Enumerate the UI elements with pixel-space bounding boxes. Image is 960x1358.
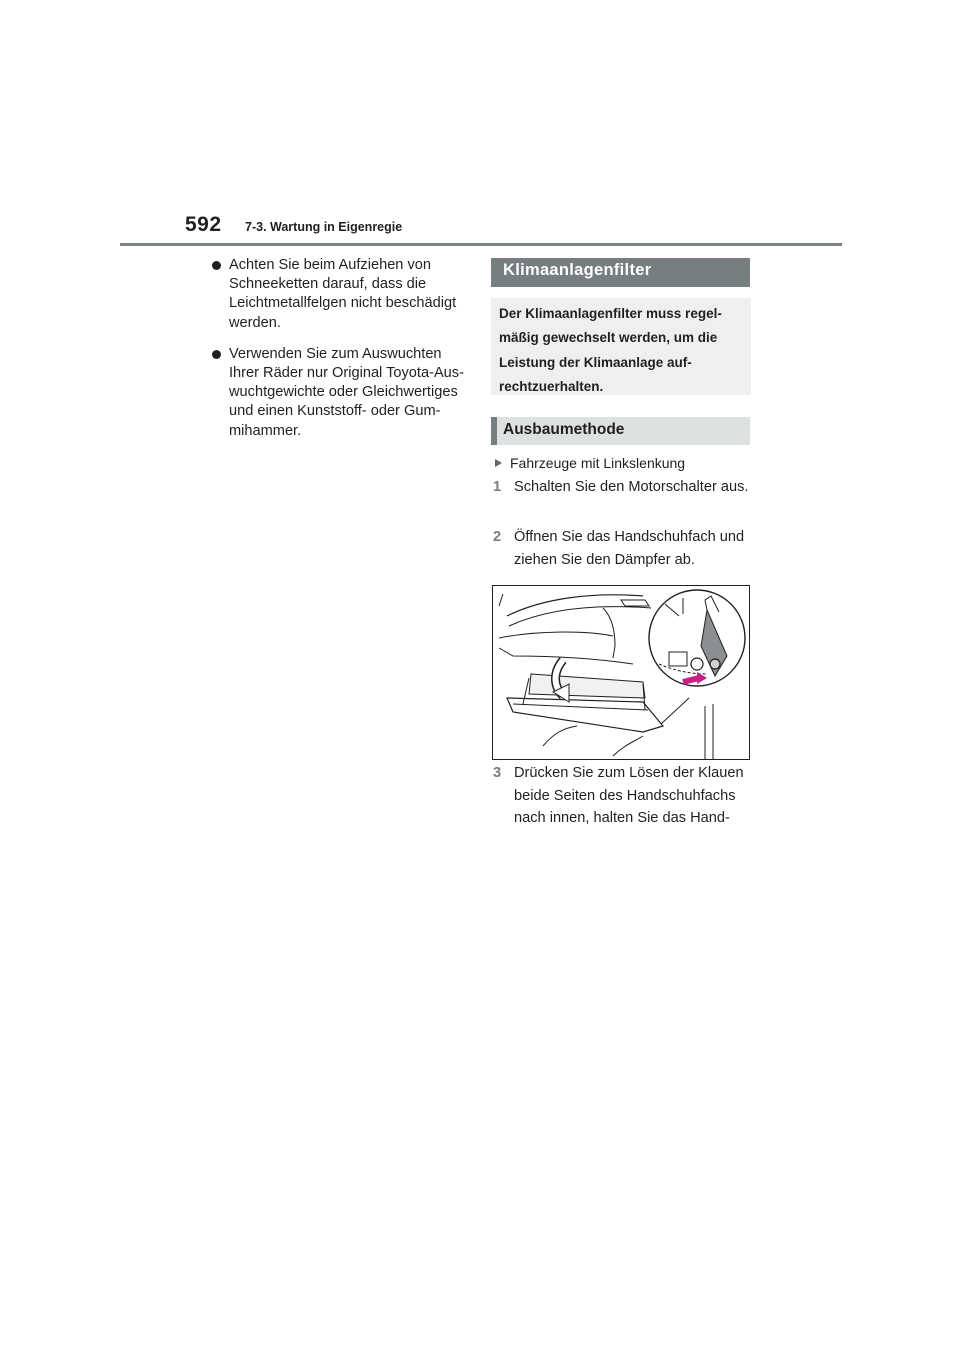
header-rule xyxy=(120,243,842,246)
heading-sub-text: Ausbaumethode xyxy=(503,421,625,438)
triangle-right-icon xyxy=(495,459,502,467)
step-text: Drücken Sie zum Lösen der Klauen beide Seiten des Handschuhfachs nach innen, halten Sie das Hand- xyxy=(514,765,744,826)
intro-text: Der Klimaanlagenfilter muss regelmäßig gewechselt werden, um die Leistung der Klimaanlage aufrechtzuerhalten. xyxy=(499,306,722,395)
heading-accent xyxy=(491,417,497,445)
intro-box xyxy=(491,298,751,395)
heading-main-text: Klimaanlagenfilter xyxy=(503,261,652,279)
step-text: Öffnen Sie das Handschuhfach und ziehen Sie den Dämpfer ab. xyxy=(514,529,745,568)
section-title: 7-3. Wartung in Eigenregie xyxy=(245,220,403,234)
glovebox-illustration xyxy=(492,585,750,760)
glovebox-drawing xyxy=(493,586,749,759)
bullet-text: Verwenden Sie zum Auswuchten Ihrer Räder nur Original Toyota-Auswuchtgewichte oder Gleichwertiges und einen Kunststoff- oder Gummihammer. xyxy=(229,345,464,439)
bullet-text: Achten Sie beim Aufziehen von Schneeketten darauf, dass die Leichtmetallfelgen nicht beschädigt werden. xyxy=(229,257,457,331)
bullet-item xyxy=(210,345,472,441)
bullet-item xyxy=(210,256,472,333)
page-number: 592 xyxy=(185,213,222,236)
step-number: 1 xyxy=(493,479,502,495)
bullet-icon xyxy=(212,350,221,359)
left-column xyxy=(210,256,472,453)
step-number: 2 xyxy=(493,529,502,545)
bullet-icon xyxy=(212,261,221,270)
step-text: Schalten Sie den Motorschalter aus. xyxy=(514,479,749,495)
variant-text: Fahrzeuge mit Linkslenkung xyxy=(510,455,686,471)
heading-ausbaumethode xyxy=(491,417,750,445)
step-number: 3 xyxy=(493,765,502,781)
heading-klimaanlagenfilter xyxy=(491,258,750,287)
